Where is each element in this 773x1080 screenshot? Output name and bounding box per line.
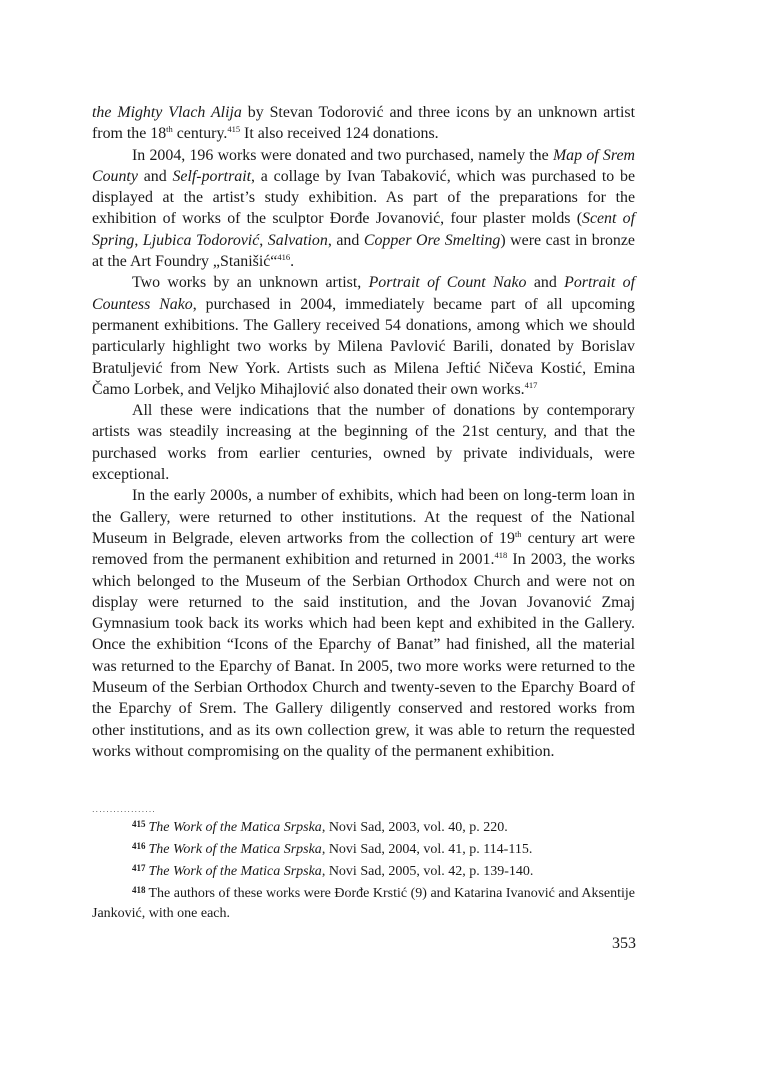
paragraph-4 [92,400,635,485]
text-span: , Novi Sad, 2003, vol. 40, p. 220. [321,820,508,835]
footnote-separator: .................. [92,805,156,814]
footnote-number: 418 [132,885,146,895]
text-span: , Novi Sad, 2004, vol. 41, p. 114-115. [321,842,533,857]
footnote-415 [92,818,635,838]
text-span: The authors of these works were Đorđe Krstić (9) and Katarina Ivanović and Aksentije Janković, with one each. [92,886,635,921]
text-span: ) were cast in bronze at the Art Foundry „Stanišić“ [92,231,635,271]
main-text [92,102,635,762]
paragraph-3 [92,272,635,400]
footnotes [92,818,635,924]
text-span: by Stevan Todorović and three icons by an unknown artist from the 18 [92,104,635,143]
text-span: , Novi Sad, 2005, vol. 42, p. 139-140. [321,864,534,879]
publication-title: The Work of the Matica Srpska [148,820,322,835]
footnote-ref-416[interactable]: 416 [277,252,291,263]
footnote-number: 417 [132,863,146,873]
text-span: and [137,167,173,185]
text-span: , and [327,231,364,249]
artwork-title: Portrait of Count Nako [368,274,527,292]
footnote-ref-418[interactable]: 418 [494,550,508,561]
text-span: In 2003, the works which belonged to the Museum of the Serbian Orthodox Church and were not on display were returned to the said institution, and the Jovan Jovanović Zmaj Gymnasium took back its works which had been kept and exhibited in the Gallery. Once the exhibition “Icons of the Eparchy of Banat” had finished, all the material was returned to the Eparchy of Banat. In 2005, two more works were returned to the Museum of the Serbian Orthodox Church and twenty-seven to the Eparchy Board of the Eparchy of Srem. The Gallery diligently conserved and restored works from other institutions, and as its own collection grew, it was able to return the requested works without compromising on the quality of the permanent exhibition. [92,551,635,760]
footnote-ref-417[interactable]: 417 [524,379,538,390]
text-span: All these were indications that the number of donations by contemporary artists was steadily increasing at the beginning of the 21st century, and that the purchased works from earlier centuries, owned by private individuals, were exceptional. [92,402,635,484]
text-span: century. [172,125,228,143]
text-span: , purchased in 2004, immediately became part of all upcoming permanent exhibitions. The Gallery received 54 donations, among which we should particularly highlight two works by Milena Pavlović Barili, donated by Borislav Bratuljević from New York. Artists such as Milena Jeftić Ničeva Kostić, Emina Čamo Lorbek, and Veljko Mihajlović also donated their own works. [92,295,635,398]
text-span: In 2004, 196 works were donated and two purchased, namely the [132,146,553,164]
text-span: It also received 124 donations. [240,125,439,143]
text-span: , a collage by Ivan Tabaković, which was purchased to be displayed at the artist’s study exhibition. As part of the preparations for the exhibition of works of the sculptor Đorđe Jovanović, four plaster molds ( [92,167,636,228]
ordinal-suffix: th [514,528,522,539]
text-span: and [526,274,565,292]
artwork-title: Scent of Spring [92,210,636,249]
artwork-title: Ljubica Todorović [142,231,260,249]
artwork-title: Map of Srem County [92,146,635,185]
text-span: In the early 2000s, a number of exhibits, which had been on long-term loan in the Gallery, were returned to other institutions. At the request of the National Museum in Belgrade, eleven artworks from the collection of 19 [92,487,635,547]
text-span: , [259,231,268,249]
footnote-417 [92,862,635,882]
artwork-title: Salvation [267,231,328,249]
artwork-title: Portrait of Countess Nako [92,274,636,313]
footnote-416 [92,840,635,860]
paragraph-2 [92,145,635,273]
artwork-title: the Mighty Vlach Alija [92,104,242,121]
text-span: century art were removed from the permanent exhibition and returned in 2001. [92,529,636,569]
paragraph-5 [92,485,635,762]
footnote-number: 415 [132,819,146,829]
ordinal-suffix: th [166,124,173,135]
publication-title: The Work of the Matica Srpska [148,864,322,879]
artwork-title: Self-portrait [172,167,252,185]
publication-title: The Work of the Matica Srpska [148,842,322,857]
paragraph-1 [92,102,635,145]
text-span: Two works by an unknown artist, [132,274,369,292]
footnote-418 [92,884,635,924]
artwork-title: Copper Ore Smelting [363,231,501,249]
footnote-ref-415[interactable]: 415 [227,124,241,135]
page-number: 353 [612,935,636,952]
text-span: . [290,253,295,271]
footnote-number: 416 [132,841,146,851]
text-span: , [134,231,143,249]
